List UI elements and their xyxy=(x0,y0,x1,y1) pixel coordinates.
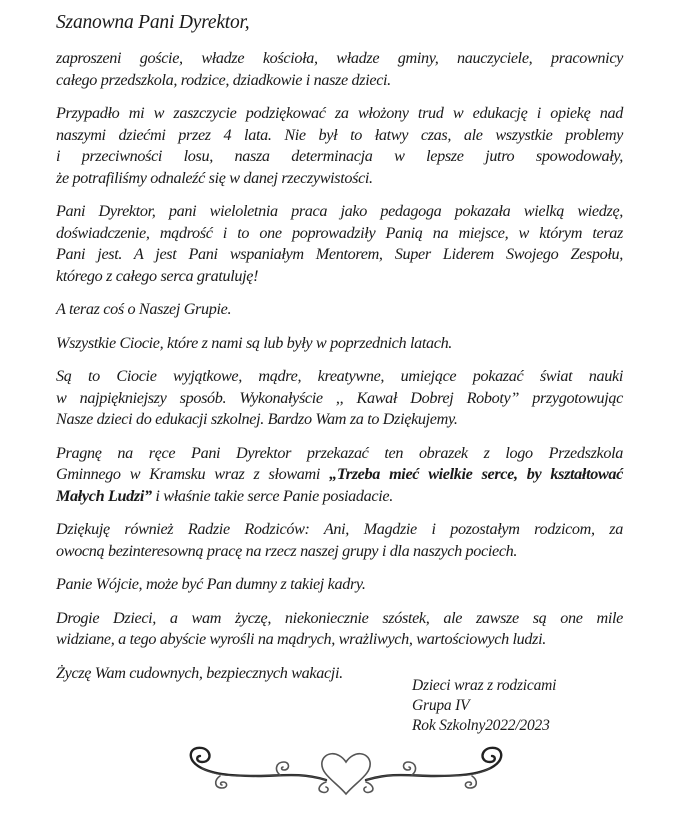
text-line: zaproszeni goście, władze kościoła, władze gminy, nauczyciele, pracownicy xyxy=(56,49,623,67)
right-curl-lower xyxy=(465,776,476,788)
text-segment: Gminnego w Kramsku wraz z słowami xyxy=(56,465,330,483)
left-scroll-thin xyxy=(202,768,326,780)
text-line xyxy=(56,486,623,508)
text-line: Są to Ciocie wyjątkowe, mądre, kreatywne, umiejące pokazać świat nauki xyxy=(56,367,623,385)
text-line: A teraz coś o Naszej Grupie. xyxy=(56,300,232,318)
text-line: owocną bezinteresowną pracę na rzecz naszej grupy i dla naszych pociech. xyxy=(56,541,518,560)
signature-line: Dzieci wraz z rodzicami xyxy=(412,677,557,694)
signature-line: Rok Szkolny2022/2023 xyxy=(412,717,550,734)
left-curl-upper xyxy=(277,762,289,775)
paragraph-group-intro xyxy=(56,299,623,321)
text-segment: i właśnie takie serce Panie posiadacie. xyxy=(151,486,393,505)
text-line: naszymi dziećmi przez 4 lata. Nie był to łatwy czas, ale wszystkie problemy xyxy=(56,125,623,144)
text-line: Wszystkie Ciocie, które z nami są lub były w poprzednich latach. xyxy=(56,333,453,352)
right-scroll-thin xyxy=(366,768,490,780)
signature-line: Grupa IV xyxy=(412,697,470,714)
text-line: Życzę Wam cudownych, bezpiecznych wakacji. xyxy=(56,663,343,682)
text-line: i przeciwności losu, nasza determinacja w lepsze jutro spowodowały, xyxy=(56,147,623,165)
heart-icon xyxy=(322,754,370,794)
quote-bold: „Trzeba mieć wielkie serce, by kształtować xyxy=(329,465,623,483)
quote-bold: Małych Ludzi” xyxy=(56,486,152,505)
right-curl-upper xyxy=(404,762,416,775)
text-line: Panie Wójcie, może być Pan dumny z takiej kadry. xyxy=(56,575,366,593)
right-scroll xyxy=(366,748,501,780)
text-line xyxy=(56,464,623,486)
signature-block xyxy=(412,676,556,736)
right-curl-heart xyxy=(364,782,373,792)
paragraph-thanks xyxy=(56,103,623,189)
paragraph-teachers xyxy=(56,333,623,355)
text-line: że potrafiliśmy odnaleźć się w danej rzeczywistości. xyxy=(56,168,373,187)
text-line: w najpiękniejszy sposób. Wykonałyście ,, Kawał Dobrej Roboty” przygotowując xyxy=(56,388,623,407)
text-line: Dziękuję również Radzie Rodziców: Ani, Magdzie i pozostałym rodzicom, za xyxy=(56,520,623,538)
salutation: Szanowna Pani Dyrektor, xyxy=(56,12,250,33)
paragraph-parents-council xyxy=(56,519,623,562)
left-curl-lower xyxy=(216,776,227,788)
text-line: Drogie Dzieci, a wam życzę, niekoniecznie szóstek, ale zawsze są one mile xyxy=(56,608,623,627)
paragraph-gift xyxy=(56,443,623,508)
text-line: Pani Dyrektor, pani wieloletnia praca jako pedagoga pokazała wielką wiedzę, xyxy=(56,202,623,220)
paragraph-children xyxy=(56,608,623,651)
text-line: doświadczenie, mądrość i to one poprowadziły Panią na miejsce, w którym teraz xyxy=(56,223,623,242)
text-line: Pragnę na ręce Pani Dyrektor przekazać ten obrazek z logo Przedszkola xyxy=(56,443,623,462)
left-scroll xyxy=(191,748,326,780)
text-line: Pani jest. A jest Pani wspaniałym Mentorem, Super Liderem Swojego Zespołu, xyxy=(56,245,623,263)
paragraph-teachers-praise xyxy=(56,366,623,431)
paragraph-director xyxy=(56,201,623,287)
text-line: którego z całego serca gratuluję! xyxy=(56,266,259,285)
text-line: widziane, a tego abyście wyrośli na mądrych, wrażliwych, wartościowych ludzi. xyxy=(56,630,546,648)
text-line: całego przedszkola, rodzice, dziadkowie i nasze dzieci. xyxy=(56,70,391,89)
text-line: Przypadło mi w zaszczycie podziękować za włożony trud w edukację i opiekę nad xyxy=(56,104,623,122)
paragraph-guests xyxy=(56,48,623,91)
text-line: Nasze dzieci do edukacji szkolnej. Bardzo Wam za to Dziękujemy. xyxy=(56,410,458,428)
letter-body xyxy=(56,48,623,696)
heart-scroll-ornament-icon xyxy=(180,742,520,802)
paragraph-mayor xyxy=(56,574,623,596)
left-curl-heart xyxy=(319,782,328,792)
